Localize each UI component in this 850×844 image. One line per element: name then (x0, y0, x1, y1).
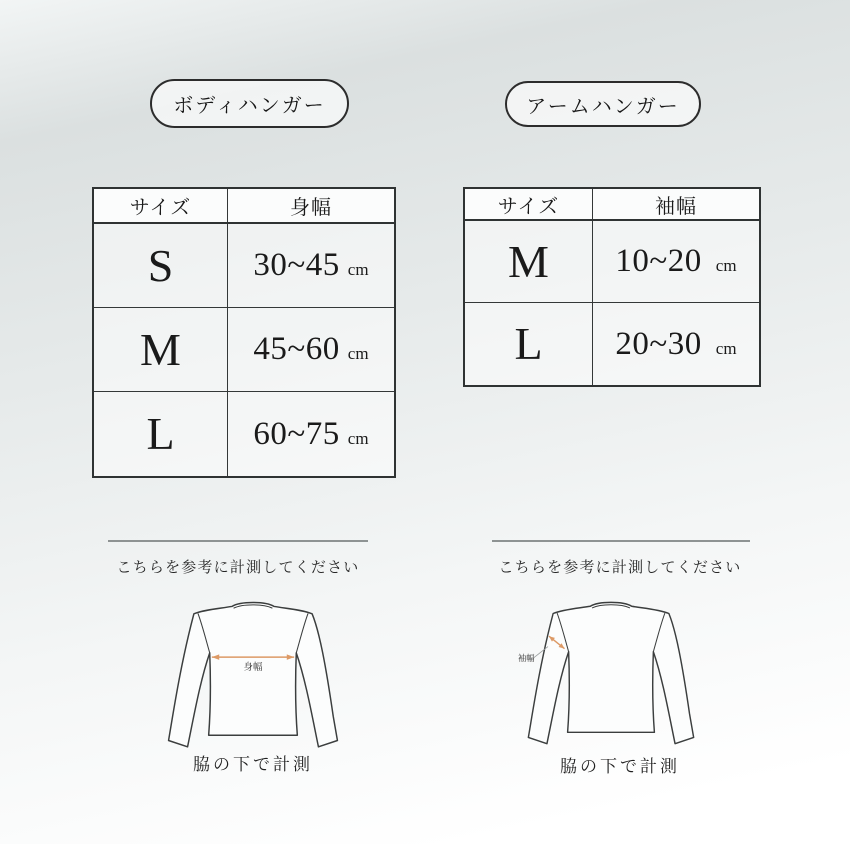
measure-instruction: こちらを参考に計測してください (116, 560, 360, 576)
table-row-measure (228, 392, 394, 476)
sleeve-width-size-table (463, 187, 761, 387)
shirt-caption: 脇の下で計測 (193, 755, 313, 774)
measure-unit: cm (347, 260, 369, 279)
shirt-outline-icon (528, 602, 693, 743)
measure-value: 60~75 (253, 415, 340, 452)
shirt-caption: 脇の下で計測 (560, 757, 680, 776)
measure-unit: cm (715, 338, 737, 358)
column-header-body-width: 身幅 (228, 189, 394, 224)
size-value: S (147, 239, 174, 291)
size-value: M (508, 235, 549, 287)
size-value: L (146, 408, 175, 459)
measure-unit: cm (347, 344, 369, 363)
badge-arm-hanger-label: アームハンガー (526, 95, 680, 118)
table-row-measure (228, 308, 394, 392)
badge-arm-hanger (505, 81, 701, 127)
table-row-measure (228, 224, 394, 308)
body-width-arrow-label: 身幅 (243, 662, 263, 673)
table-row-measure (593, 221, 759, 303)
divider-rule (108, 540, 368, 542)
badge-body-hanger-label: ボディハンガー (173, 95, 326, 117)
size-value: M (140, 323, 181, 375)
measure-value: 30~45 (253, 247, 340, 283)
shirt-diagram-sleeve-width (518, 598, 704, 751)
measure-value: 45~60 (253, 331, 340, 367)
badge-body-hanger (150, 79, 349, 128)
shirt-outline-icon (169, 602, 338, 746)
table-row-size (94, 308, 228, 392)
column-header-sleeve-width: 袖幅 (593, 189, 759, 221)
measure-unit: cm (715, 256, 737, 275)
column-header-size: サイズ (465, 189, 593, 221)
size-value: L (514, 318, 543, 369)
column-header-size: サイズ (94, 189, 228, 224)
table-row-size (465, 221, 593, 303)
divider-rule (492, 540, 750, 542)
sleeve-width-arrow-label: 袖幅 (518, 654, 535, 664)
table-row-size (94, 224, 228, 308)
table-row-size (94, 392, 228, 476)
measure-value: 20~30 (615, 325, 702, 362)
measure-instruction: こちらを参考に計測してください (498, 560, 742, 576)
table-row-measure (593, 303, 759, 385)
body-width-size-table (92, 187, 396, 478)
measure-value: 10~20 (615, 243, 702, 279)
shirt-diagram-body-width (158, 598, 348, 754)
measure-unit: cm (347, 428, 369, 448)
table-row-size (465, 303, 593, 385)
